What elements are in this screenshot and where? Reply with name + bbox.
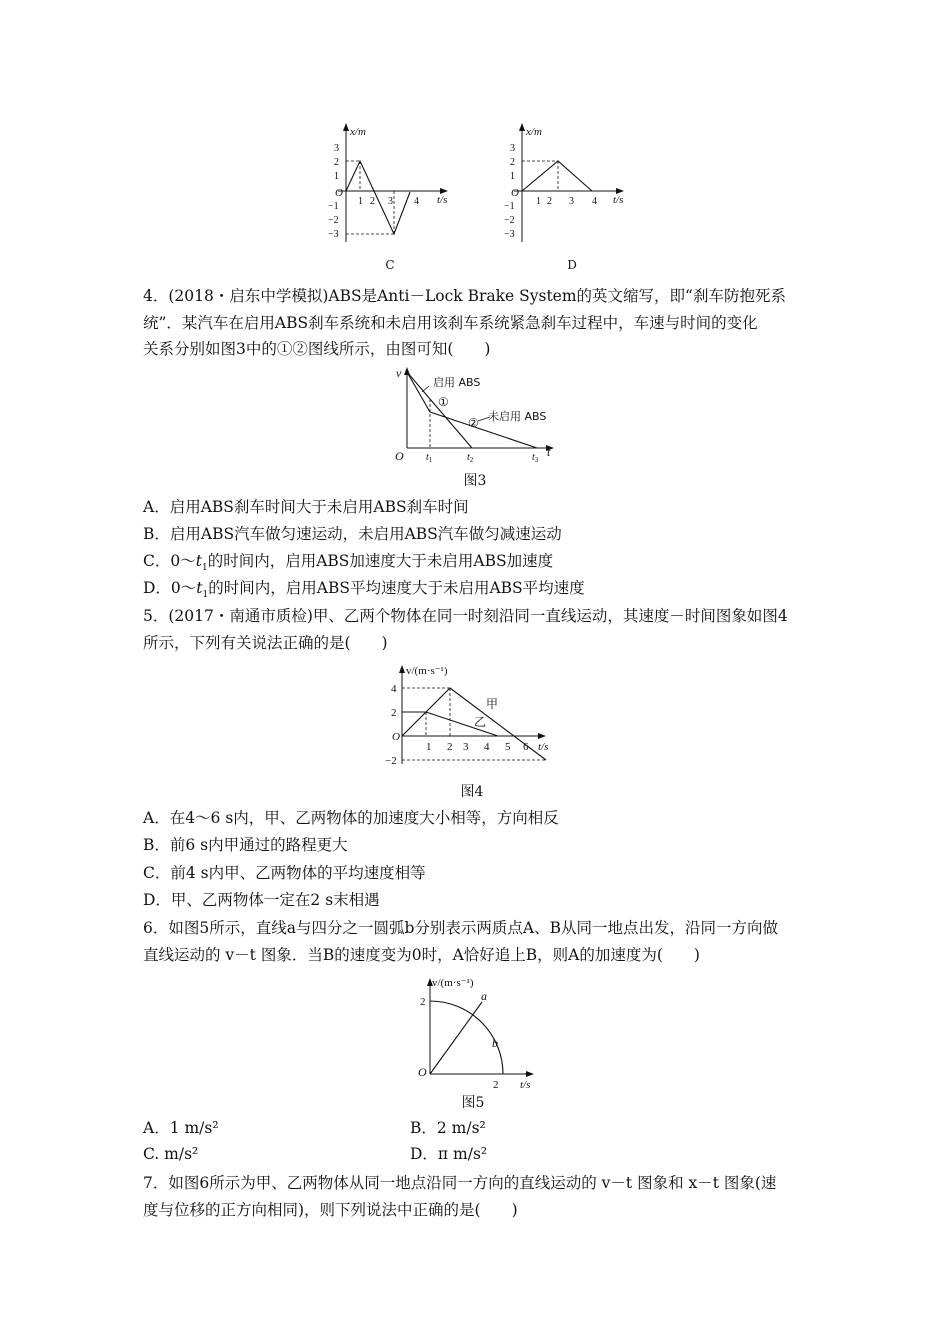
t-axis-label: t (547, 445, 551, 459)
curve-1-mark: ① (438, 395, 449, 409)
q6-option-c: C. m/s² (143, 1145, 199, 1163)
x-tick: 3 (569, 196, 574, 207)
y-tick: −2 (328, 215, 339, 226)
x-axis-label: t/s (613, 194, 624, 206)
q4-option-c-prefix: C．0～ (143, 552, 196, 570)
t1-sub: 1 (428, 456, 433, 464)
figure-5-v-t-graph (410, 972, 550, 1091)
q4-stem-line-2: 统”．某汽车在启用ABS刹车系统和未启用该刹车系统紧急刹车过程中，车速与时间的变化 (143, 314, 758, 332)
svg-text:t1 (426, 452, 433, 464)
q4-option-d-t: t (196, 579, 203, 597)
jia-label: 甲 (486, 697, 499, 711)
y-tick: 3 (334, 143, 339, 154)
x-axis-label: t/s (437, 194, 448, 206)
q6-option-d: D．π m/s² (410, 1145, 488, 1163)
x-tick: 3 (463, 741, 469, 753)
figure-c-x-t-graph (320, 118, 460, 246)
y-tick: −2 (385, 755, 397, 767)
yi-label: 乙 (474, 715, 487, 729)
v-axis-label: v (396, 366, 402, 380)
origin-label: O (418, 1065, 427, 1079)
curve-2-label: 未启用 ABS (488, 410, 547, 423)
curve-1-label: 启用 ABS (433, 376, 481, 389)
x-tick: 6 (523, 741, 529, 753)
q4-option-c-sub: 1 (201, 563, 208, 574)
origin-label: O (335, 187, 343, 199)
t3-sub: 3 (534, 456, 539, 464)
y-tick: 2 (420, 996, 426, 1008)
t3-label: t (532, 452, 535, 463)
y-tick: 1 (510, 171, 515, 182)
q5-stem-line-1: 5．(2017・南通市质检)甲、乙两个物体在同一时刻沿同一直线运动，其速度－时间图象如图4 (143, 607, 788, 625)
q4-stem-line-1: 4．(2018・启东中学模拟)ABS是Anti－Lock Brake System的英文缩写，即“刹车防抱死系 (143, 287, 786, 305)
arc-b-label: b (492, 1036, 498, 1050)
q4-option-d (143, 578, 585, 605)
q6-stem-line-2: 直线运动的 v－t 图象．当B的速度变为0时，A恰好追上B，则A的加速度为( ) (143, 946, 700, 964)
q4-option-c (143, 551, 553, 578)
q4-stem-line-3: 关系分别如图3中的①②图线所示，由图可知( ) (143, 340, 491, 358)
x-tick: 3 (388, 196, 393, 207)
q7-stem-line-2: 度与位移的正方向相同)，则下列说法中正确的是( ) (143, 1201, 518, 1219)
figure-d-label: D (567, 258, 577, 272)
q5-option-a: A．在4～6 s内，甲、乙两物体的加速度大小相等，方向相反 (143, 809, 559, 827)
q6-option-a: A．1 m/s² (143, 1119, 219, 1137)
origin-label: O (511, 187, 519, 199)
figure-d-x-t-graph (496, 118, 636, 246)
x-tick: 4 (484, 741, 490, 753)
y-axis-label: x/m (526, 126, 542, 138)
y-tick: 3 (510, 143, 515, 154)
q4-option-d-prefix: D．0～ (143, 579, 197, 597)
curve-2-mark: ② (468, 416, 479, 430)
q4-option-d-text: 的时间内，启用ABS平均速度大于未启用ABS平均速度 (208, 579, 585, 597)
line-a-label: a (481, 989, 487, 1003)
x-tick: 4 (592, 196, 597, 207)
t2-sub: 2 (469, 456, 474, 464)
y-tick: 2 (510, 157, 515, 168)
y-tick: −3 (504, 229, 515, 240)
q6-option-b: B．2 m/s² (410, 1119, 486, 1137)
figure-3-abs-v-t-graph (390, 364, 560, 464)
q5-option-b: B．前6 s内甲通过的路程更大 (143, 836, 348, 854)
q4-option-d-sub: 1 (202, 590, 209, 601)
figure-4-caption: 图4 (460, 784, 484, 800)
x-tick: 2 (447, 741, 453, 753)
y-tick: 2 (334, 157, 339, 168)
svg-text:t3 (532, 452, 539, 464)
x-tick: 1 (536, 196, 541, 207)
figure-c-label: C (385, 258, 395, 272)
x-axis-label: t/s (520, 1079, 531, 1091)
y-axis-label: v/(m·s⁻¹) (406, 665, 448, 677)
q6-stem-line-1: 6．如图5所示，直线a与四分之一圆弧b分别表示两质点A、B从同一地点出发，沿同一方向做 (143, 919, 778, 937)
x-tick: 2 (547, 196, 552, 207)
y-tick: 1 (334, 171, 339, 182)
y-tick: −1 (328, 201, 339, 212)
x-tick: 2 (370, 196, 375, 207)
y-axis-label: x/m (350, 126, 366, 138)
y-tick: −3 (328, 229, 339, 240)
x-tick: 2 (493, 1079, 499, 1091)
x-tick: 4 (414, 196, 419, 207)
y-tick: −2 (504, 215, 515, 226)
q5-option-c: C．前4 s内甲、乙两物体的平均速度相等 (143, 864, 426, 882)
x-tick: 1 (358, 196, 363, 207)
q5-stem-line-2: 所示，下列有关说法正确的是( ) (143, 634, 388, 652)
q5-option-d: D．甲、乙两物体一定在2 s末相遇 (143, 891, 380, 909)
y-tick: −1 (504, 201, 515, 212)
q4-option-a: A．启用ABS刹车时间大于未启用ABS刹车时间 (143, 498, 469, 516)
q4-option-c-text: 的时间内，启用ABS加速度大于未启用ABS加速度 (207, 552, 554, 570)
figure-4-v-t-graph (382, 660, 562, 772)
svg-text:t2 (467, 452, 474, 464)
y-tick: 4 (391, 683, 397, 695)
y-tick: 2 (391, 707, 397, 719)
q4-option-b: B．启用ABS汽车做匀速运动，未启用ABS汽车做匀减速运动 (143, 525, 562, 543)
t2-label: t (467, 452, 470, 463)
origin-label: O (392, 731, 400, 743)
origin-label: O (395, 449, 404, 463)
q7-stem-line-1: 7．如图6所示为甲、乙两物体从同一地点沿同一方向的直线运动的 v－t 图象和 x－t 图象(速 (143, 1174, 777, 1192)
x-axis-label: t/s (538, 741, 549, 753)
x-tick: 1 (426, 741, 432, 753)
t1-label: t (426, 452, 429, 463)
y-axis-label: v/(m·s⁻¹) (432, 977, 474, 989)
figure-3-caption: 图3 (463, 473, 487, 489)
q4-option-c-t: t (195, 552, 202, 570)
figure-5-caption: 图5 (461, 1095, 485, 1111)
x-tick: 5 (505, 741, 511, 753)
